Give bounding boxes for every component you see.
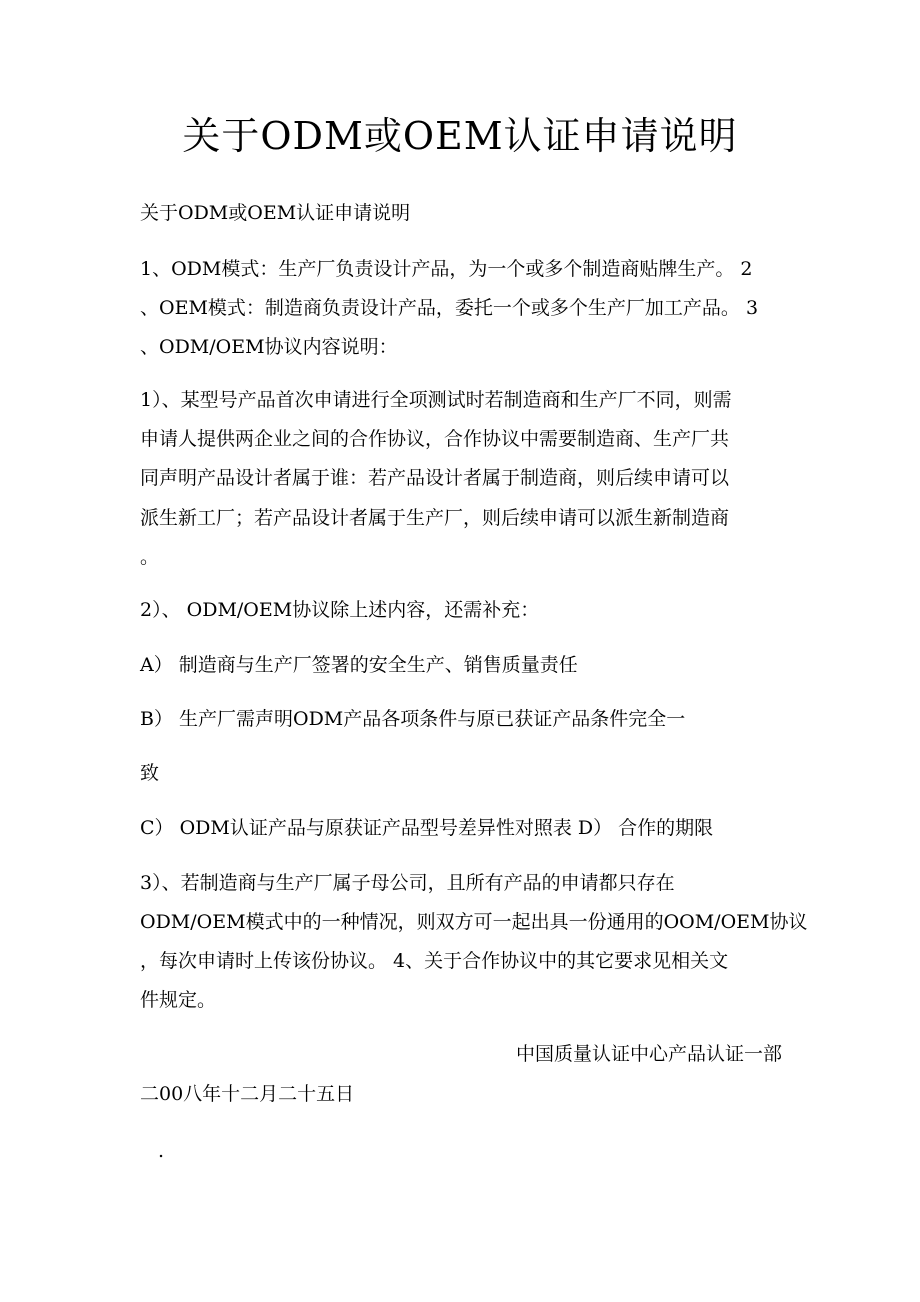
item-a: A） 制造商与生产厂签署的安全生产、销售质量责任 bbox=[140, 654, 578, 676]
trailing-dot: . bbox=[158, 1140, 165, 1162]
para3-line2: ODM/OEM模式中的一种情况，则双方可一起出具一份通用的OOM/OEM协议 bbox=[140, 911, 808, 933]
para1-line3: 、ODM/OEM协议内容说明： bbox=[140, 336, 398, 358]
item-b-continued: 致 bbox=[140, 762, 160, 784]
item-c-d: C） ODM认证产品与原获证产品型号差异性对照表 D） 合作的期限 bbox=[140, 817, 714, 839]
para2-line3: 同声明产品设计者属于谁：若产品设计者属于制造商，则后续申请可以 bbox=[140, 467, 730, 489]
para2-line5: 。 bbox=[140, 546, 160, 568]
para2-line2: 申请人提供两企业之间的合作协议，合作协议中需要制造商、生产厂共 bbox=[140, 428, 730, 450]
para3-line3: ，每次申请时上传该份协议。 4、关于合作协议中的其它要求见相关文 bbox=[140, 950, 729, 972]
date: 二00八年十二月二十五日 bbox=[140, 1083, 355, 1105]
para2-line4: 派生新工厂；若产品设计者属于生产厂，则后续申请可以派生新制造商 bbox=[140, 507, 730, 529]
subtitle: 关于ODM或OEM认证申请说明 bbox=[140, 202, 411, 224]
para3-line4: 件规定。 bbox=[140, 989, 217, 1011]
item-b: B） 生产厂需声明ODM产品各项条件与原已获证产品条件完全一 bbox=[140, 708, 686, 730]
document-title: 关于ODM或OEM认证申请说明 bbox=[182, 114, 738, 158]
para1-line1: 1、ODM模式：生产厂负责设计产品，为一个或多个制造商贴牌生产。 2 bbox=[140, 258, 753, 280]
issuer: 中国质量认证中心产品认证一部 bbox=[515, 1043, 782, 1065]
para1-line2: 、OEM模式：制造商负责设计产品，委托一个或多个生产厂加工产品。 3 bbox=[140, 297, 759, 319]
para2-line1: 1）、某型号产品首次申请进行全项测试时若制造商和生产厂不同，则需 bbox=[140, 389, 732, 411]
para3-line1: 3）、若制造商与生产厂属子母公司，且所有产品的申请都只存在 bbox=[140, 872, 675, 894]
item-2: 2）、 ODM/OEM协议除上述内容，还需补充： bbox=[140, 599, 540, 621]
